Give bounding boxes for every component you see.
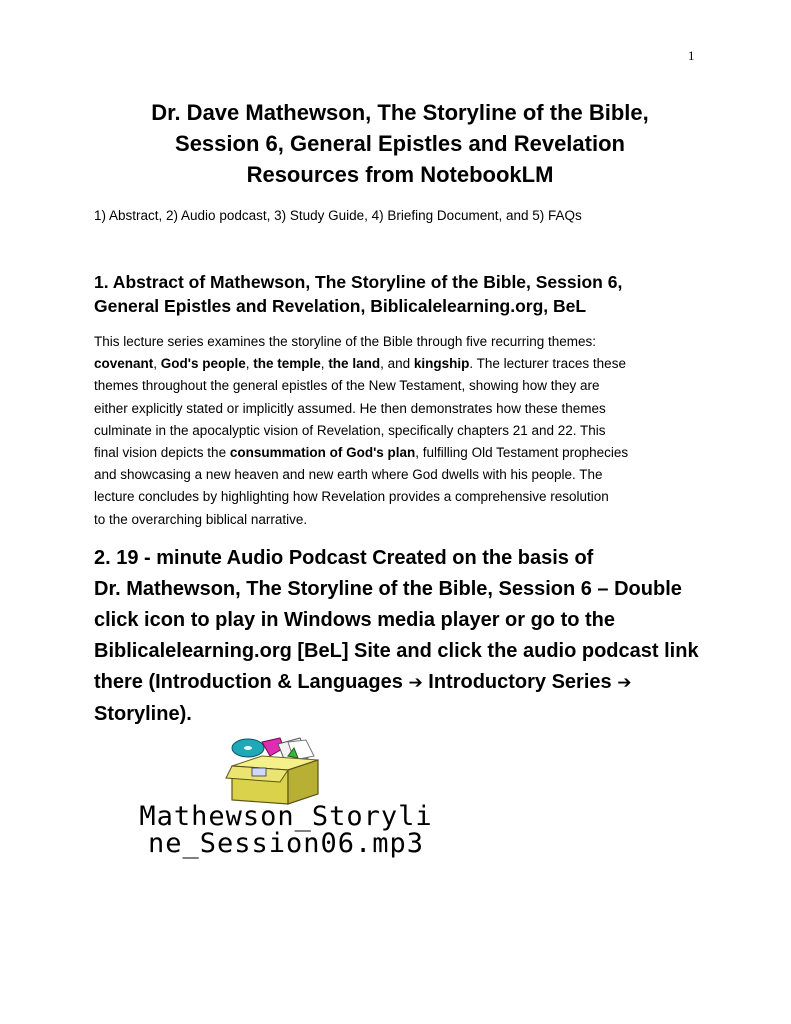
abstract-line-3: themes throughout the general epistles of the New Testament, showing how they are (94, 378, 600, 394)
abstract-paragraph (94, 331, 714, 531)
abstract-line-7: and showcasing a new heaven and new earth where God dwells with his people. The (94, 467, 603, 483)
podcast-line-2: Dr. Mathewson, The Storyline of the Bible, Session 6 – Double (94, 578, 682, 600)
abstract-line-6 (94, 442, 714, 464)
separator: , (320, 356, 329, 372)
separator: , and (380, 356, 414, 372)
term-kingship: kingship (413, 356, 470, 372)
term-land: the land (328, 356, 381, 372)
title-line-2: Session 6, General Epistles and Revelation (175, 131, 625, 156)
file-caption-line-1: Mathewson_Storyli (139, 801, 433, 832)
separator: , (245, 356, 254, 372)
separator: , (153, 356, 161, 372)
podcast-line-6: Storyline). (94, 703, 192, 725)
abstract-line-5: culminate in the apocalyptic vision of Revelation, specifically chapters 21 and 22. This (94, 422, 606, 438)
podcast-line-4: Biblicalelearning.org [BeL] Site and click the audio podcast link (94, 640, 699, 662)
title-line-1: Dr. Dave Mathewson, The Storyline of the Bible, (151, 100, 649, 125)
podcast-heading (94, 543, 734, 730)
abstract-line-2-rest: . The lecturer traces these (469, 356, 626, 372)
file-caption-line-2: ne_Session06.mp3 (147, 828, 425, 859)
abstract-line-6-before: final vision depicts the (94, 445, 230, 461)
term-consummation: consummation of God's plan (229, 445, 416, 461)
abstract-heading-line-2: General Epistles and Revelation, Biblicalelearning.org, BeL (94, 296, 587, 316)
term-temple: the temple (253, 356, 321, 372)
podcast-line-1: 2. 19 - minute Audio Podcast Created on the basis of (94, 547, 594, 569)
media-package-icon[interactable] (222, 734, 342, 806)
podcast-line-3: click icon to play in Windows media player or go to the (94, 609, 616, 631)
abstract-line-6-after: , fulfilling Old Testament prophecies (415, 445, 629, 461)
abstract-line-4: either explicitly stated or implicitly assumed. He then demonstrates how these themes (94, 400, 606, 416)
resources-list: 1) Abstract, 2) Audio podcast, 3) Study Guide, 4) Briefing Document, and 5) FAQs (94, 208, 582, 223)
abstract-line-9: to the overarching biblical narrative. (94, 511, 308, 527)
term-covenant: covenant (94, 356, 154, 372)
page-number: 1 (688, 48, 695, 63)
podcast-line-5 (94, 667, 734, 699)
podcast-line-5-a: there (Introduction & Languages (94, 671, 409, 693)
term-gods-people: God's people (160, 356, 246, 372)
podcast-line-5-b: Introductory Series (422, 671, 618, 693)
abstract-line-2 (94, 353, 714, 375)
abstract-line-8: lecture concludes by highlighting how Revelation provides a comprehensive resolution (94, 489, 609, 505)
audio-file-caption[interactable] (96, 803, 476, 857)
arrow-right-icon: ➔ (408, 673, 423, 693)
abstract-heading-line-1: 1. Abstract of Mathewson, The Storyline of the Bible, Session 6, (94, 272, 623, 292)
title-line-3: Resources from NotebookLM (246, 162, 554, 187)
abstract-heading (94, 270, 714, 318)
abstract-line-1: This lecture series examines the storyline of the Bible through five recurring themes: (94, 334, 596, 349)
arrow-right-icon: ➔ (617, 673, 632, 693)
document-title (100, 97, 700, 190)
